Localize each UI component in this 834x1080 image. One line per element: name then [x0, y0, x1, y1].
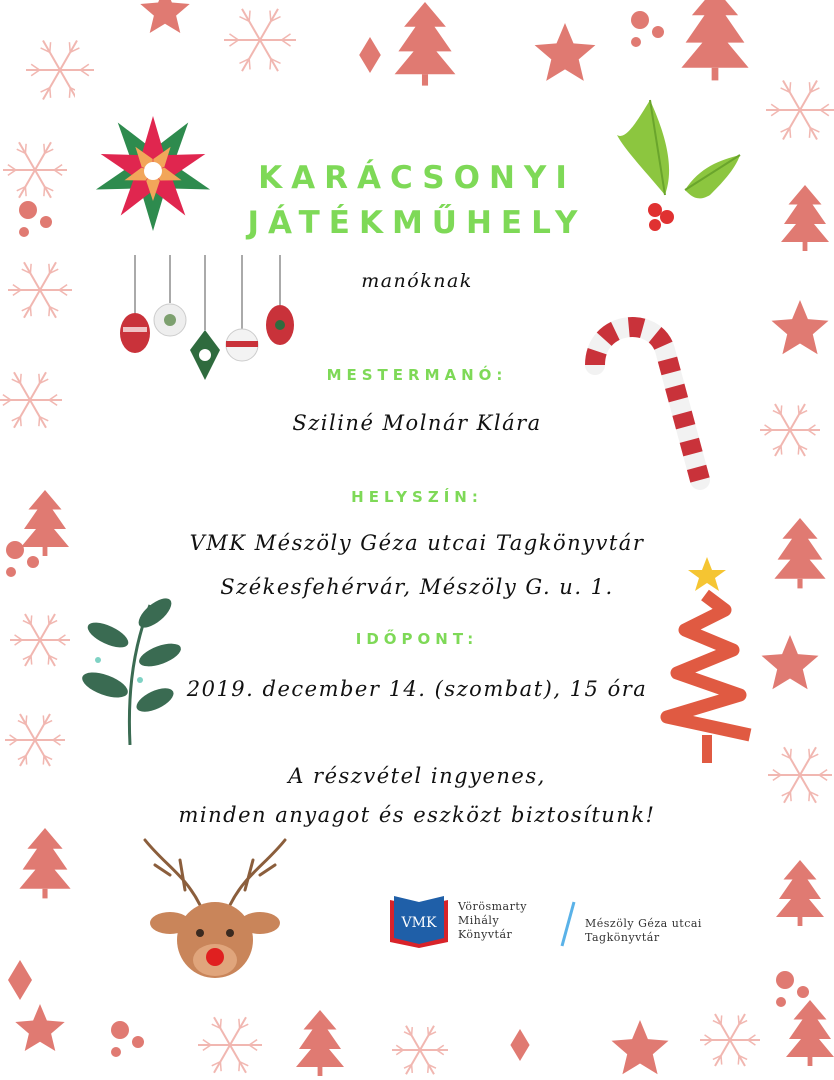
- pattern-flake-branch: [69, 42, 70, 52]
- pattern-flake-arm: [260, 9, 278, 40]
- note-line-2: minden anyagot és eszközt biztosítunk!: [178, 803, 656, 827]
- pattern-tree-trunk: [42, 889, 47, 899]
- pattern-flake-arm: [242, 9, 260, 40]
- pattern-flake-arm: [800, 110, 817, 139]
- pattern-flake-arm: [260, 40, 278, 71]
- branch-line-1: Mészöly Géza utcai: [585, 917, 702, 930]
- pattern-flake-branch: [249, 59, 250, 70]
- pattern-star: [535, 23, 596, 81]
- pattern-diamond: [510, 1029, 529, 1061]
- pattern-flake-branch: [26, 715, 27, 724]
- location-line-2: Székesfehérvár, Mészöly G. u. 1.: [220, 575, 614, 599]
- pattern-flake-branch: [428, 1065, 429, 1073]
- pattern-flake-branch: [48, 615, 49, 624]
- pattern-dot: [132, 1036, 144, 1048]
- location-label: HELYSZÍN:: [351, 488, 483, 506]
- pattern-flake-arm: [35, 714, 50, 740]
- pattern-dot: [776, 971, 794, 989]
- pattern-flake-arm: [800, 81, 817, 110]
- pattern-tree: [776, 860, 824, 917]
- pattern-flake-branch: [809, 82, 810, 92]
- pattern-dot: [797, 986, 809, 998]
- pattern-tree: [786, 1000, 834, 1057]
- logo-line-2: Mihály: [458, 914, 500, 927]
- pattern-flake-branch: [43, 715, 44, 724]
- pattern-star: [15, 1004, 64, 1051]
- logo-mark: VMK: [401, 915, 437, 931]
- pattern-flake-arm: [20, 714, 35, 740]
- pattern-flake-branch: [270, 11, 271, 22]
- pattern-flake-branch: [798, 446, 799, 455]
- pattern-flake-arm: [783, 110, 800, 139]
- logo-text: [458, 900, 527, 942]
- pattern-tree: [681, 0, 748, 68]
- title-line-2: JÁTÉKMŰHELY: [247, 205, 587, 241]
- master-label: MESTERMANÓ:: [326, 366, 508, 384]
- note-line-1: A részvétel ingyenes,: [288, 764, 546, 788]
- branch-text: [585, 917, 702, 945]
- logo-line-1: Vörösmarty: [458, 900, 527, 913]
- pattern-tree-trunk: [318, 1067, 323, 1076]
- reindeer-icon: [135, 835, 295, 985]
- pattern-flake-arm: [214, 1017, 230, 1045]
- pattern-flake-branch: [31, 656, 32, 665]
- pattern-flake-branch: [790, 792, 791, 802]
- pattern-tree-trunk: [808, 1057, 813, 1066]
- pattern-dot: [111, 1047, 121, 1057]
- pattern-flake-branch: [412, 1065, 413, 1073]
- pattern-flake-arm: [783, 81, 800, 110]
- logo-line-3: Könyvtár: [458, 928, 513, 941]
- pattern-flake-branch: [809, 792, 810, 802]
- pattern-flake-arm: [715, 1040, 730, 1066]
- title-line-1: KARÁCSONYI: [258, 160, 576, 196]
- pattern-flake-arm: [420, 1026, 434, 1050]
- pattern-flake-branch: [738, 1056, 739, 1065]
- subtitle: manóknak: [361, 270, 473, 292]
- pattern-flake-arm: [40, 290, 56, 318]
- pattern-flake-branch: [220, 1062, 221, 1072]
- pattern-star: [612, 1020, 669, 1074]
- pattern-flake-branch: [790, 128, 791, 138]
- pattern-flake-arm: [214, 1045, 230, 1073]
- pattern-flake-branch: [790, 82, 791, 92]
- pattern-flake-branch: [220, 1019, 221, 1029]
- pattern-flake-branch: [50, 42, 51, 52]
- pattern-flake-arm: [420, 1050, 434, 1074]
- pattern-flake-branch: [25, 144, 26, 154]
- pattern-dot: [631, 37, 641, 47]
- pattern-flake-branch: [412, 1027, 413, 1035]
- pattern-tree-trunk: [712, 68, 719, 81]
- pattern-flake-arm: [230, 1017, 246, 1045]
- branch-icon: [80, 595, 185, 745]
- pattern-flake-branch: [30, 307, 31, 317]
- master-name: Sziliné Molnár Klára: [292, 411, 542, 435]
- pattern-flake-branch: [31, 615, 32, 624]
- pattern-flake-arm: [230, 1045, 246, 1073]
- pattern-flake-branch: [249, 11, 250, 22]
- pattern-flake-arm: [43, 70, 60, 99]
- pattern-flake-arm: [730, 1014, 745, 1040]
- time-value: 2019. december 14. (szombat), 15 óra: [186, 677, 648, 701]
- pattern-flake-arm: [60, 41, 77, 70]
- pattern-flake-branch: [69, 88, 70, 98]
- pattern-flake-branch: [428, 1027, 429, 1035]
- pattern-flake-arm: [20, 740, 35, 766]
- pattern-flake-branch: [781, 446, 782, 455]
- pattern-star: [772, 300, 829, 354]
- pattern-flake-branch: [738, 1015, 739, 1024]
- pattern-tree: [395, 2, 456, 74]
- pattern-tree-trunk: [422, 74, 428, 85]
- pattern-flake-branch: [721, 1056, 722, 1065]
- pattern-flake-branch: [270, 59, 271, 70]
- logo-divider: [558, 900, 578, 948]
- pattern-tree-trunk: [798, 917, 803, 926]
- pattern-diamond: [8, 960, 32, 1000]
- pattern-flake-branch: [809, 749, 810, 759]
- library-logo-icon: [388, 892, 450, 950]
- location-line-1: VMK Mészöly Géza utcai Tagkönyvtár: [189, 531, 645, 555]
- pattern-flake-branch: [239, 1019, 240, 1029]
- pattern-flake-arm: [35, 740, 50, 766]
- branch-line-2: Tagkönyvtár: [585, 931, 660, 944]
- pattern-flake-branch: [790, 749, 791, 759]
- candy-cane-icon: [585, 310, 710, 490]
- pattern-flake-branch: [721, 1015, 722, 1024]
- pattern-flake-branch: [44, 144, 45, 154]
- pattern-flake-arm: [43, 41, 60, 70]
- pattern-flake-branch: [50, 88, 51, 98]
- pattern-tree: [296, 1010, 344, 1067]
- pattern-dot: [631, 11, 649, 29]
- pattern-tree-trunk: [803, 242, 808, 251]
- pattern-flake-branch: [48, 656, 49, 665]
- pattern-flake-arm: [406, 1050, 420, 1074]
- pattern-flake-branch: [49, 307, 50, 317]
- pattern-flake-branch: [239, 1062, 240, 1072]
- time-label: IDŐPONT:: [355, 630, 479, 648]
- pattern-dot: [111, 1021, 129, 1039]
- pattern-flake-arm: [24, 290, 40, 318]
- pattern-flake-arm: [730, 1040, 745, 1066]
- pattern-tree: [19, 828, 70, 889]
- pattern-diamond: [359, 37, 381, 73]
- pattern-star: [140, 0, 189, 33]
- pattern-dot: [27, 556, 39, 568]
- pattern-dot: [652, 26, 664, 38]
- pattern-flake-arm: [715, 1014, 730, 1040]
- pattern-flake-arm: [242, 40, 260, 71]
- pattern-flake-arm: [406, 1026, 420, 1050]
- pattern-flake-branch: [809, 128, 810, 138]
- pattern-dot: [776, 997, 786, 1007]
